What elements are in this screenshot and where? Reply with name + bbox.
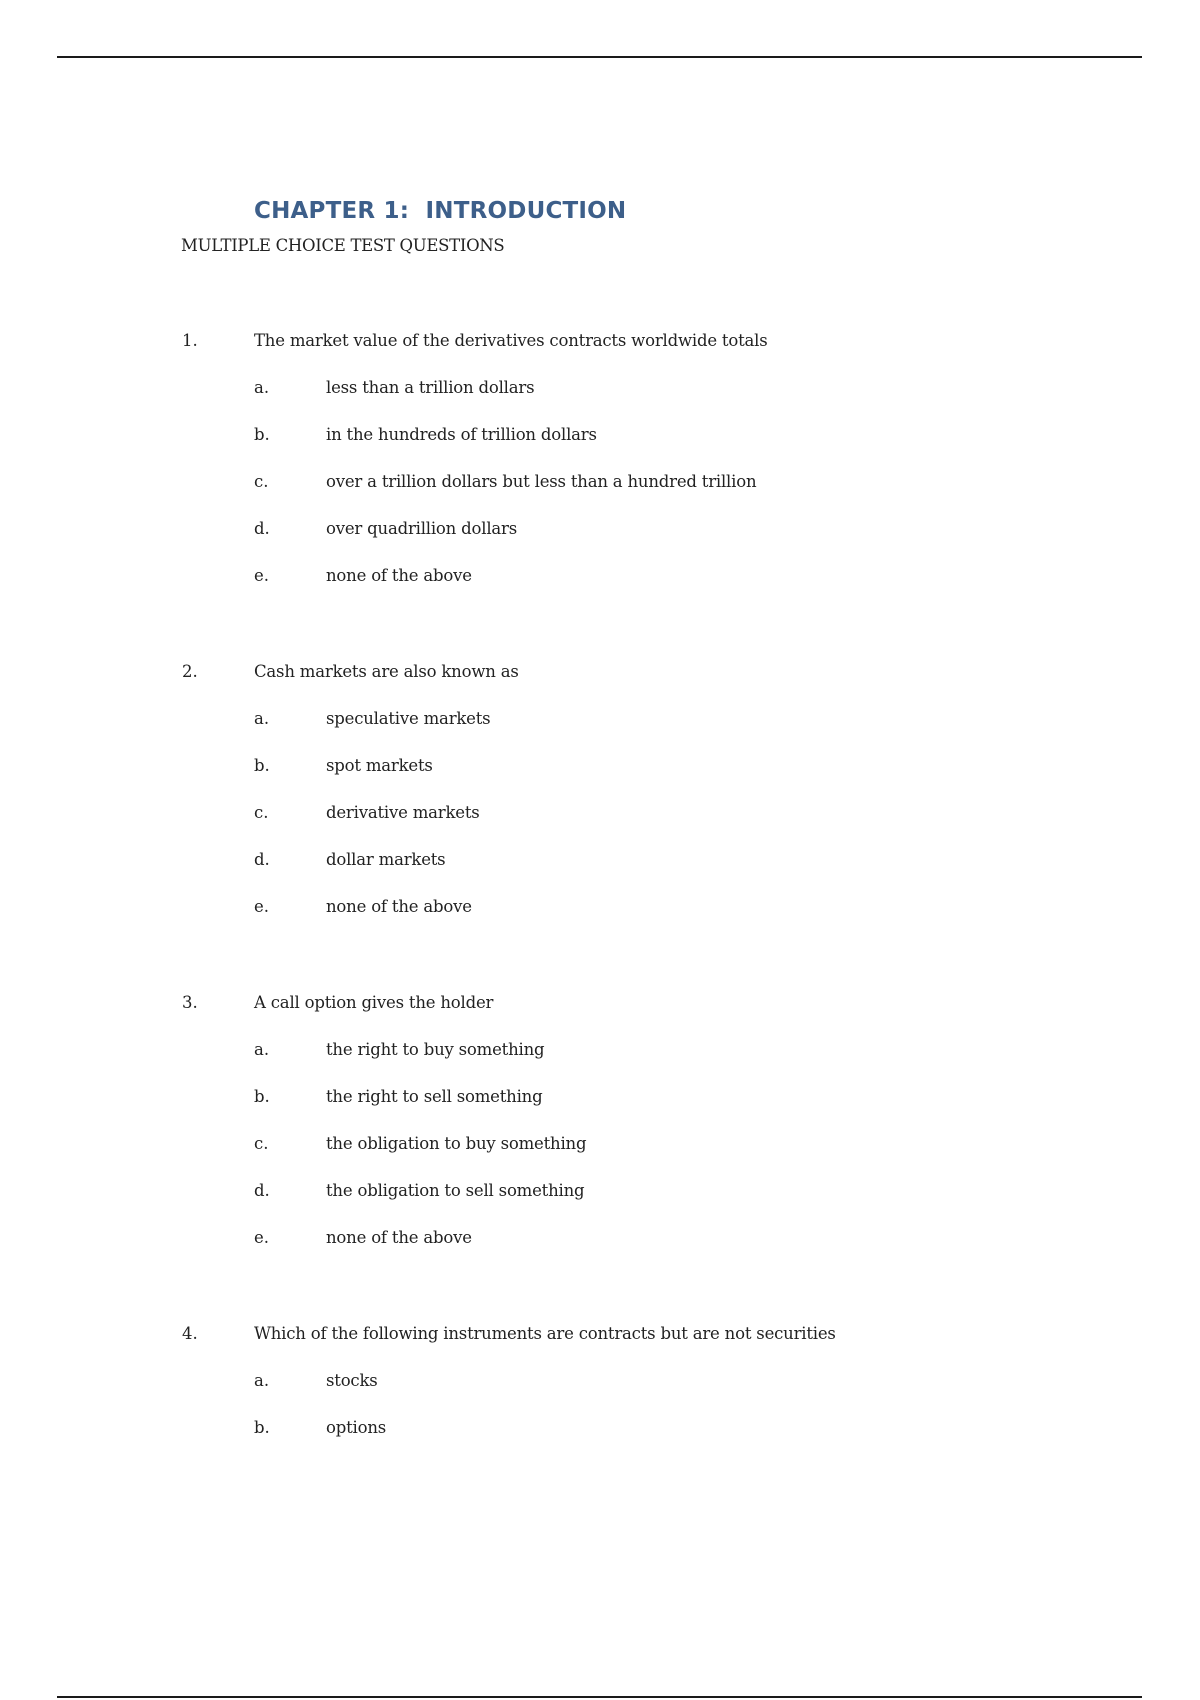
option-letter: c. bbox=[254, 1134, 269, 1153]
question-text: Which of the following instruments are contracts but are not securities bbox=[254, 1324, 836, 1343]
answer-options bbox=[0, 377, 1200, 587]
option-text: over quadrillion dollars bbox=[326, 519, 517, 538]
question-number: 4. bbox=[182, 1324, 198, 1343]
answer-option-a bbox=[0, 708, 1200, 730]
answer-options bbox=[0, 1370, 1200, 1439]
option-text: none of the above bbox=[326, 566, 472, 585]
option-text: none of the above bbox=[326, 897, 472, 916]
question-3 bbox=[0, 992, 1200, 1249]
answer-option-a bbox=[0, 1370, 1200, 1392]
option-text: the right to buy something bbox=[326, 1040, 545, 1059]
option-letter: d. bbox=[254, 1181, 270, 1200]
question-number: 1. bbox=[182, 331, 198, 350]
option-text: the obligation to buy something bbox=[326, 1134, 587, 1153]
question-stem bbox=[0, 1323, 1200, 1345]
option-text: spot markets bbox=[326, 756, 433, 775]
option-letter: e. bbox=[254, 897, 270, 916]
question-text: The market value of the derivatives contracts worldwide totals bbox=[254, 331, 768, 350]
question-stem bbox=[0, 330, 1200, 352]
option-text: none of the above bbox=[326, 1228, 472, 1247]
option-letter: a. bbox=[254, 709, 270, 728]
option-text: in the hundreds of trillion dollars bbox=[326, 425, 597, 444]
option-letter: c. bbox=[254, 472, 269, 491]
option-letter: a. bbox=[254, 378, 270, 397]
answer-option-c bbox=[0, 471, 1200, 493]
answer-option-e bbox=[0, 565, 1200, 587]
section-subtitle: MULTIPLE CHOICE TEST QUESTIONS bbox=[181, 236, 505, 255]
question-text: Cash markets are also known as bbox=[254, 662, 519, 681]
option-text: dollar markets bbox=[326, 850, 446, 869]
top-rule bbox=[57, 56, 1142, 58]
answer-option-d bbox=[0, 518, 1200, 540]
question-text: A call option gives the holder bbox=[254, 993, 494, 1012]
answer-option-b bbox=[0, 1417, 1200, 1439]
question-number: 2. bbox=[182, 662, 198, 681]
option-letter: c. bbox=[254, 803, 269, 822]
option-letter: d. bbox=[254, 850, 270, 869]
question-stem bbox=[0, 992, 1200, 1014]
answer-option-a bbox=[0, 1039, 1200, 1061]
option-letter: e. bbox=[254, 1228, 270, 1247]
answer-option-a bbox=[0, 377, 1200, 399]
chapter-title: CHAPTER 1: INTRODUCTION bbox=[254, 198, 627, 224]
option-text: the obligation to sell something bbox=[326, 1181, 585, 1200]
option-letter: d. bbox=[254, 519, 270, 538]
answer-options bbox=[0, 1039, 1200, 1249]
answer-option-b bbox=[0, 1086, 1200, 1108]
answer-option-d bbox=[0, 1180, 1200, 1202]
option-text: less than a trillion dollars bbox=[326, 378, 535, 397]
answer-option-b bbox=[0, 424, 1200, 446]
option-text: derivative markets bbox=[326, 803, 480, 822]
option-text: over a trillion dollars but less than a hundred trillion bbox=[326, 472, 757, 491]
question-4 bbox=[0, 1323, 1200, 1439]
question-1 bbox=[0, 330, 1200, 587]
option-text: the right to sell something bbox=[326, 1087, 543, 1106]
answer-option-e bbox=[0, 1227, 1200, 1249]
option-letter: a. bbox=[254, 1040, 270, 1059]
answer-option-b bbox=[0, 755, 1200, 777]
bottom-rule bbox=[57, 1696, 1142, 1698]
option-letter: e. bbox=[254, 566, 270, 585]
option-letter: b. bbox=[254, 1418, 270, 1437]
answer-option-c bbox=[0, 1133, 1200, 1155]
option-letter: b. bbox=[254, 756, 270, 775]
option-text: options bbox=[326, 1418, 387, 1437]
question-2 bbox=[0, 661, 1200, 918]
question-stem bbox=[0, 661, 1200, 683]
option-letter: a. bbox=[254, 1371, 270, 1390]
answer-option-c bbox=[0, 802, 1200, 824]
option-text: stocks bbox=[326, 1371, 378, 1390]
option-letter: b. bbox=[254, 425, 270, 444]
option-letter: b. bbox=[254, 1087, 270, 1106]
answer-options bbox=[0, 708, 1200, 918]
answer-option-d bbox=[0, 849, 1200, 871]
answer-option-e bbox=[0, 896, 1200, 918]
question-number: 3. bbox=[182, 993, 198, 1012]
option-text: speculative markets bbox=[326, 709, 491, 728]
